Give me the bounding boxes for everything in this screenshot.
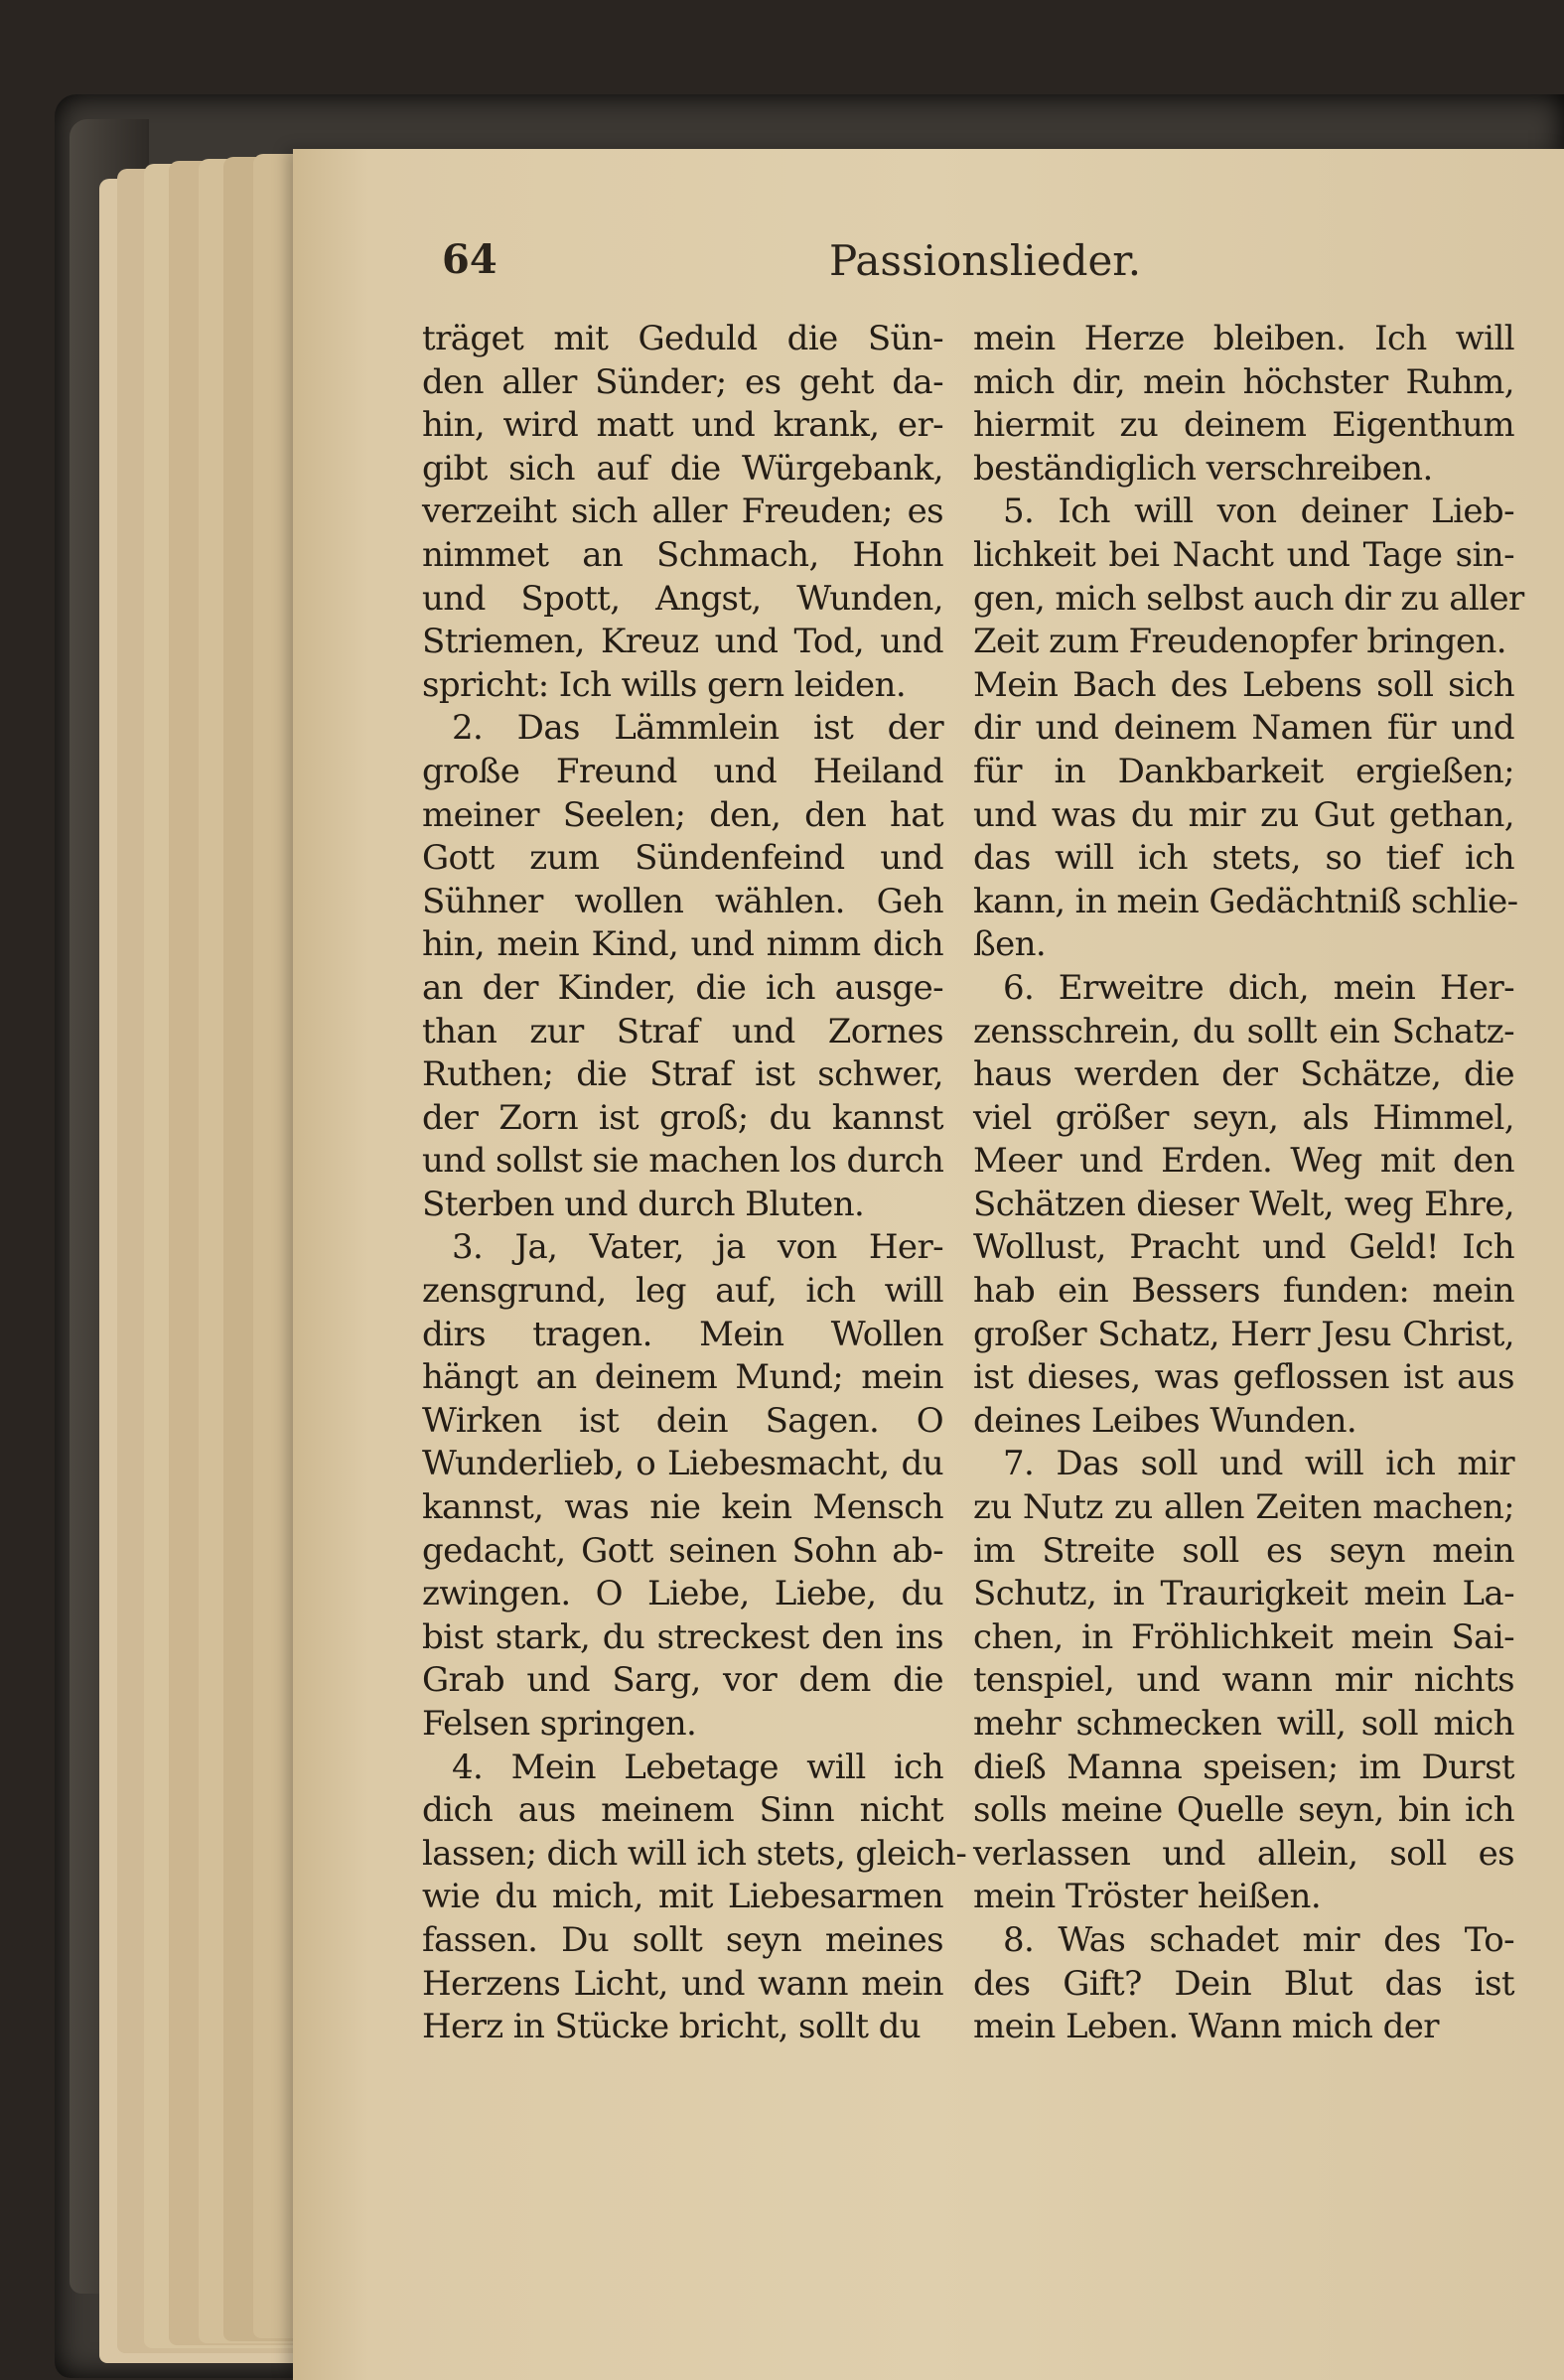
text-line: 4. Mein Lebetage will ich xyxy=(452,1747,943,1787)
text-line: Sühner wollen wählen. Geh xyxy=(422,881,943,921)
text-line: zensgrund, leg auf, ich will xyxy=(422,1271,943,1312)
text-line: Schutz, in Traurigkeit mein La- xyxy=(973,1574,1514,1614)
text-line: fassen. Du sollt seyn meines xyxy=(422,1919,943,1960)
text-line: dirs tragen. Mein Wollen xyxy=(422,1314,943,1354)
text-line: Wirken ist dein Sagen. O xyxy=(422,1400,943,1441)
text-line: 5. Ich will von deiner Lieb- xyxy=(1003,491,1514,532)
text-line: Sterben und durch Bluten. xyxy=(422,1184,865,1224)
text-line: chen, in Fröhlichkeit mein Sai- xyxy=(973,1616,1514,1657)
text-line: mehr schmecken will, soll mich xyxy=(973,1704,1514,1744)
text-line: an der Kinder, die ich ausge- xyxy=(422,967,943,1008)
text-line: dich aus meinem Sinn nicht xyxy=(422,1790,943,1831)
text-line: 8. Was schadet mir des To- xyxy=(1003,1919,1514,1960)
text-line: großer Schatz, Herr Jesu Christ, xyxy=(973,1314,1514,1354)
text-line: meiner Seelen; den, den hat xyxy=(422,794,943,835)
text-line: solls meine Quelle seyn, bin ich xyxy=(973,1790,1514,1831)
text-line: den aller Sünder; es geht da- xyxy=(422,361,943,402)
text-line: lichkeit bei Nacht und Tage sin- xyxy=(973,534,1514,575)
text-line: Wunderlieb, o Liebesmacht, du xyxy=(422,1444,943,1484)
text-line: hängt an deinem Mund; mein xyxy=(422,1357,943,1398)
text-line: große Freund und Heiland xyxy=(422,751,943,791)
text-line: des Gift? Dein Blut das ist xyxy=(973,1963,1514,2004)
text-line: hin, mein Kind, und nimm dich xyxy=(422,924,943,965)
text-line: Herzens Licht, und wann mein xyxy=(422,1963,943,2004)
running-title: Passionslieder. xyxy=(829,236,1142,285)
text-line: than zur Straf und Zornes xyxy=(422,1011,943,1051)
text-line: Meer und Erden. Weg mit den xyxy=(973,1141,1514,1182)
text-line: und sollst sie machen los durch xyxy=(422,1141,944,1182)
text-line: Schätzen dieser Welt, weg Ehre, xyxy=(973,1184,1514,1224)
text-line: hiermit zu deinem Eigenthum xyxy=(973,405,1514,446)
text-line: 3. Ja, Vater, ja von Her- xyxy=(452,1227,943,1268)
left-text-column xyxy=(422,318,967,2049)
text-line: das will ich stets, so tief ich xyxy=(973,838,1514,879)
text-line: Zeit zum Freudenopfer bringen. xyxy=(973,622,1506,662)
text-line: viel größer seyn, als Himmel, xyxy=(973,1097,1514,1138)
text-line: haus werden der Schätze, die xyxy=(973,1054,1514,1095)
text-line: verlassen und allein, soll es xyxy=(973,1833,1514,1874)
text-line: Felsen springen. xyxy=(422,1704,697,1744)
text-line: träget mit Geduld die Sün- xyxy=(422,319,943,358)
text-line: kann, in mein Gedächtniß schlie- xyxy=(973,881,1518,921)
book-page xyxy=(293,149,1564,2380)
text-line: nimmet an Schmach, Hohn xyxy=(422,534,943,575)
text-line: dieß Manna speisen; im Durst xyxy=(973,1747,1514,1787)
text-line: mein Leben. Wann mich der xyxy=(973,2007,1439,2047)
text-line: bist stark, du streckest den ins xyxy=(422,1616,943,1657)
text-line: 2. Das Lämmlein ist der xyxy=(452,708,943,749)
text-line: kannst, was nie kein Mensch xyxy=(422,1487,943,1528)
text-line: und was du mir zu Gut gethan, xyxy=(973,794,1514,835)
text-line: deines Leibes Wunden. xyxy=(973,1400,1357,1441)
text-line: tenspiel, und wann mir nichts xyxy=(973,1660,1514,1701)
text-line: Striemen, Kreuz und Tod, und xyxy=(422,622,943,662)
text-line: Mein Bach des Lebens soll sich xyxy=(973,664,1514,705)
text-line: hab ein Bessers funden: mein xyxy=(973,1271,1514,1312)
text-line: wie du mich, mit Liebesarmen xyxy=(422,1877,943,1917)
text-line: Grab und Sarg, vor dem die xyxy=(422,1660,943,1701)
text-line: mein Tröster heißen. xyxy=(973,1877,1322,1917)
text-line: zensschrein, du sollt ein Schatz- xyxy=(973,1011,1514,1051)
text-line: 6. Erweitre dich, mein Her- xyxy=(1003,967,1514,1008)
text-line: hin, wird matt und krank, er- xyxy=(422,405,943,446)
text-line: verzeiht sich aller Freuden; es xyxy=(422,491,943,532)
text-line: für in Dankbarkeit ergießen; xyxy=(973,751,1514,791)
text-line: Gott zum Sündenfeind und xyxy=(422,838,943,879)
text-line: Wollust, Pracht und Geld! Ich xyxy=(973,1227,1514,1268)
text-line: dir und deinem Namen für und xyxy=(973,708,1514,749)
page-number: 64 xyxy=(442,236,498,283)
text-line: zu Nutz zu allen Zeiten machen; xyxy=(973,1487,1514,1528)
text-line: ßen. xyxy=(973,924,1047,965)
text-line: zwingen. O Liebe, Liebe, du xyxy=(422,1574,943,1614)
text-line: lassen; dich will ich stets, gleich- xyxy=(422,1833,967,1874)
text-line: ist dieses, was geflossen ist aus xyxy=(973,1357,1514,1398)
text-line: Ruthen; die Straf ist schwer, xyxy=(422,1054,943,1095)
text-line: Herz in Stücke bricht, sollt du xyxy=(422,2007,922,2047)
text-line: spricht: Ich wills gern leiden. xyxy=(422,664,907,705)
text-line: der Zorn ist groß; du kannst xyxy=(422,1097,943,1138)
text-line: gibt sich auf die Würgebank, xyxy=(422,448,943,489)
text-line: gedacht, Gott seinen Sohn ab- xyxy=(422,1530,943,1571)
text-line: 7. Das soll und will ich mir xyxy=(1003,1444,1514,1484)
text-line: beständiglich verschreiben. xyxy=(973,448,1433,489)
text-line: mich dir, mein höchster Ruhm, xyxy=(973,361,1514,402)
text-line: mein Herze bleiben. Ich will xyxy=(973,319,1514,358)
right-text-column xyxy=(973,318,1524,2049)
text-line: gen, mich selbst auch dir zu aller xyxy=(973,578,1524,619)
text-line: im Streite soll es seyn mein xyxy=(973,1530,1514,1571)
text-line: und Spott, Angst, Wunden, xyxy=(422,578,943,619)
